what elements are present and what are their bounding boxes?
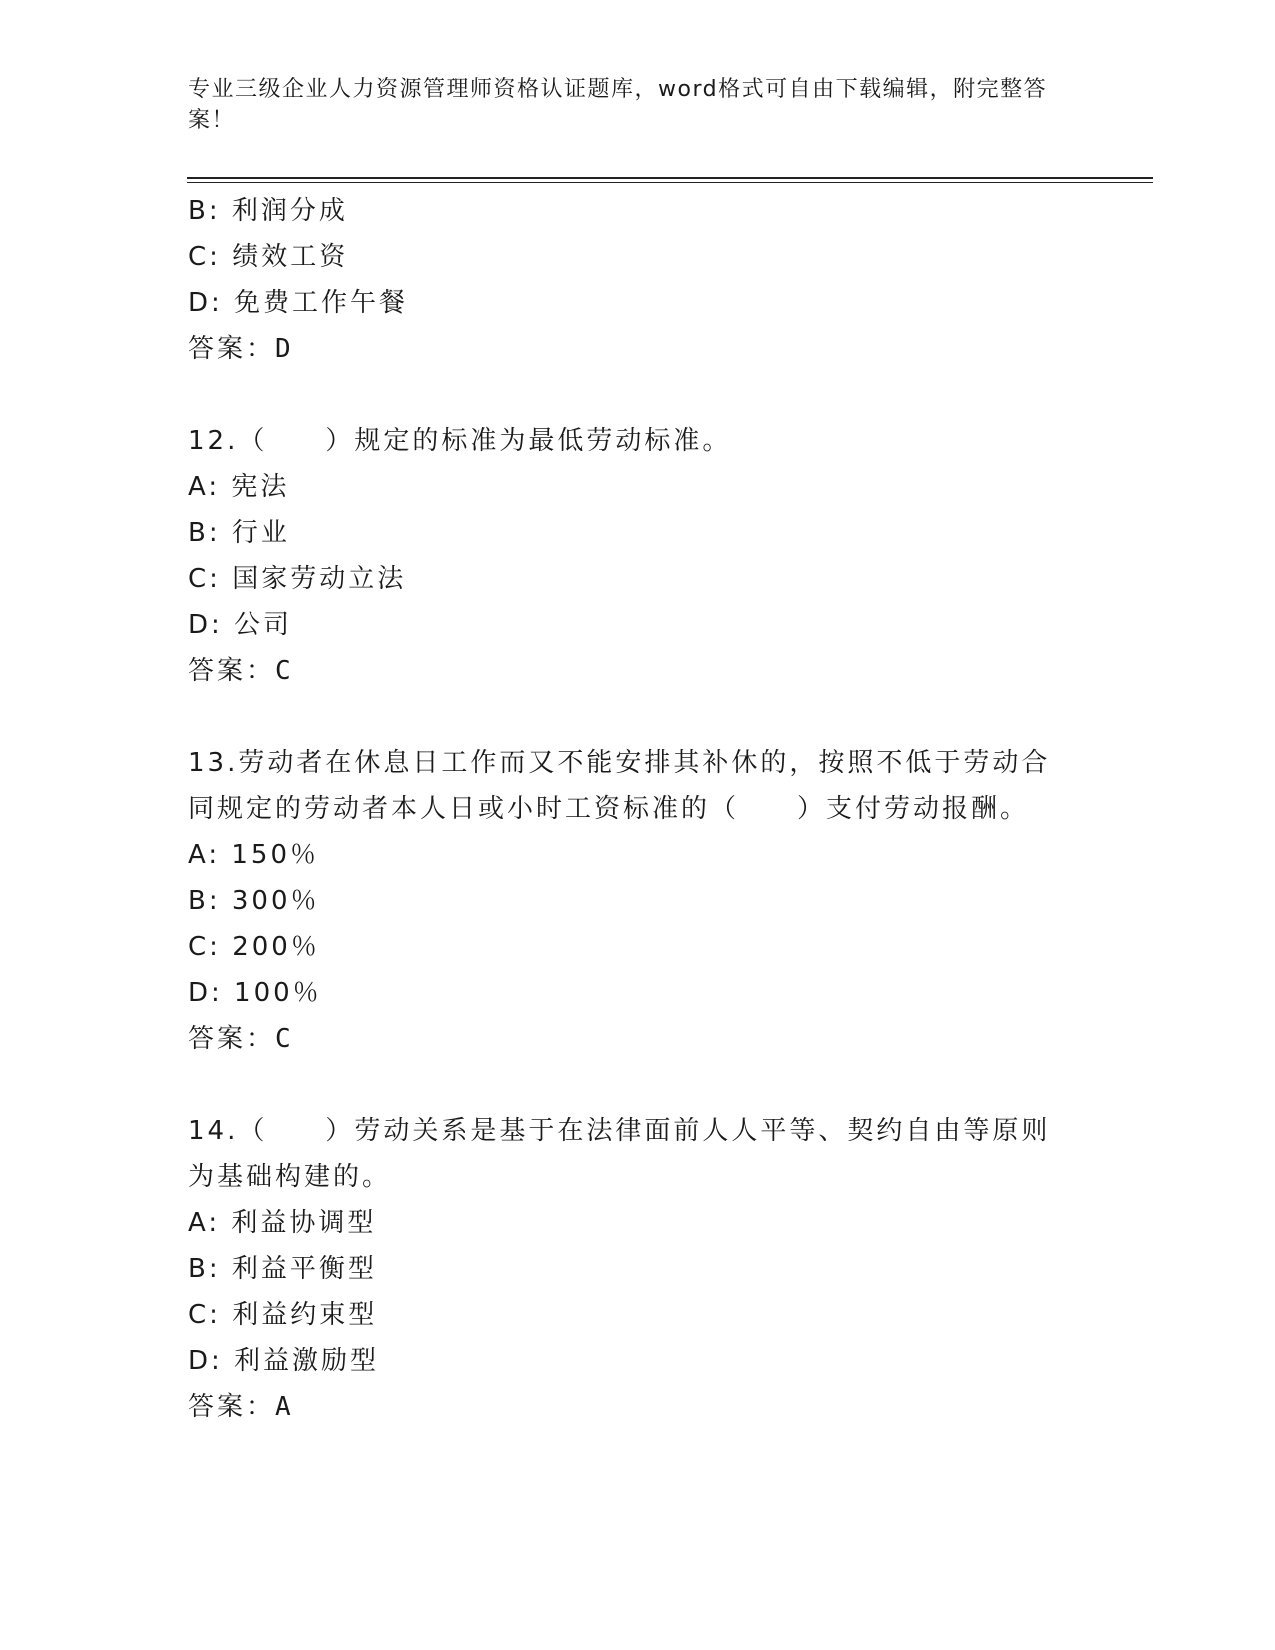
answer-value: C [275, 656, 294, 686]
answer-value: C [275, 1024, 294, 1054]
question-stem: 14.（ ）劳动关系是基于在法律面前人人平等、契约自由等原则为基础构建的。 [188, 1116, 1051, 1192]
answer-line [188, 648, 1088, 694]
question-stem: 12.（ ）规定的标准为最低劳动标准。 [188, 426, 732, 456]
option-letter: D: [188, 288, 223, 318]
spacer [188, 372, 1088, 418]
option-text: 利益激励型 [234, 1346, 380, 1376]
answer-value: D [275, 334, 294, 364]
option-text: 宪法 [231, 472, 290, 502]
option-b [188, 188, 1088, 234]
option-letter: A: [188, 1208, 221, 1238]
option-c [188, 556, 1088, 602]
option-a [188, 1200, 1088, 1246]
option-b [188, 1246, 1088, 1292]
option-a [188, 464, 1088, 510]
option-text: 100％ [234, 978, 322, 1008]
answer-value: A [275, 1392, 294, 1422]
answer-label: 答案： [188, 1392, 276, 1422]
question-12 [188, 418, 1088, 694]
option-d [188, 1338, 1088, 1384]
question-13 [188, 740, 1088, 1062]
option-b [188, 510, 1088, 556]
question-stem: 13.劳动者在休息日工作而又不能安排其补休的，按照不低于劳动合同规定的劳动者本人日或小时工资标准的（ ）支付劳动报酬。 [188, 748, 1051, 824]
option-text: 公司 [234, 610, 293, 640]
option-letter: A: [188, 472, 221, 502]
option-letter: C: [188, 242, 221, 272]
option-letter: B: [188, 196, 221, 226]
option-b [188, 878, 1088, 924]
option-letter: C: [188, 932, 221, 962]
answer-line [188, 1016, 1088, 1062]
spacer [188, 694, 1088, 740]
answer-label: 答案： [188, 1024, 276, 1054]
option-c [188, 234, 1088, 280]
answer-label: 答案： [188, 334, 276, 364]
question-14 [188, 1108, 1088, 1430]
option-letter: B: [188, 1254, 221, 1284]
option-text: 免费工作午餐 [234, 288, 409, 318]
answer-label: 答案： [188, 656, 276, 686]
option-d [188, 970, 1088, 1016]
option-text: 200％ [232, 932, 320, 962]
option-letter: C: [188, 564, 221, 594]
option-text: 国家劳动立法 [232, 564, 407, 594]
option-letter: A: [188, 840, 221, 870]
option-a [188, 832, 1088, 878]
option-letter: D: [188, 978, 223, 1008]
answer-line [188, 1384, 1088, 1430]
option-text: 利益约束型 [232, 1300, 378, 1330]
option-c [188, 1292, 1088, 1338]
question-content [188, 188, 1088, 1430]
option-letter: C: [188, 1300, 221, 1330]
answer-line [188, 326, 1088, 372]
continued-question [188, 188, 1088, 372]
option-text: 行业 [231, 518, 290, 548]
spacer [188, 1062, 1088, 1108]
option-letter: D: [188, 610, 223, 640]
header-divider-thin [187, 182, 1153, 183]
header-divider-thick [187, 177, 1153, 179]
option-text: 150％ [231, 840, 319, 870]
option-text: 利润分成 [231, 196, 348, 226]
option-text: 300％ [231, 886, 320, 916]
option-c [188, 924, 1088, 970]
page-header: 专业三级企业人力资源管理师资格认证题库，word格式可自由下载编辑，附完整答案！ [188, 77, 1048, 133]
option-text: 利益协调型 [231, 1208, 377, 1238]
option-d [188, 280, 1088, 326]
option-letter: B: [188, 886, 221, 916]
option-text: 绩效工资 [232, 242, 349, 272]
option-text: 利益平衡型 [231, 1254, 377, 1284]
option-d [188, 602, 1088, 648]
option-letter: B: [188, 518, 221, 548]
option-letter: D: [188, 1346, 223, 1376]
